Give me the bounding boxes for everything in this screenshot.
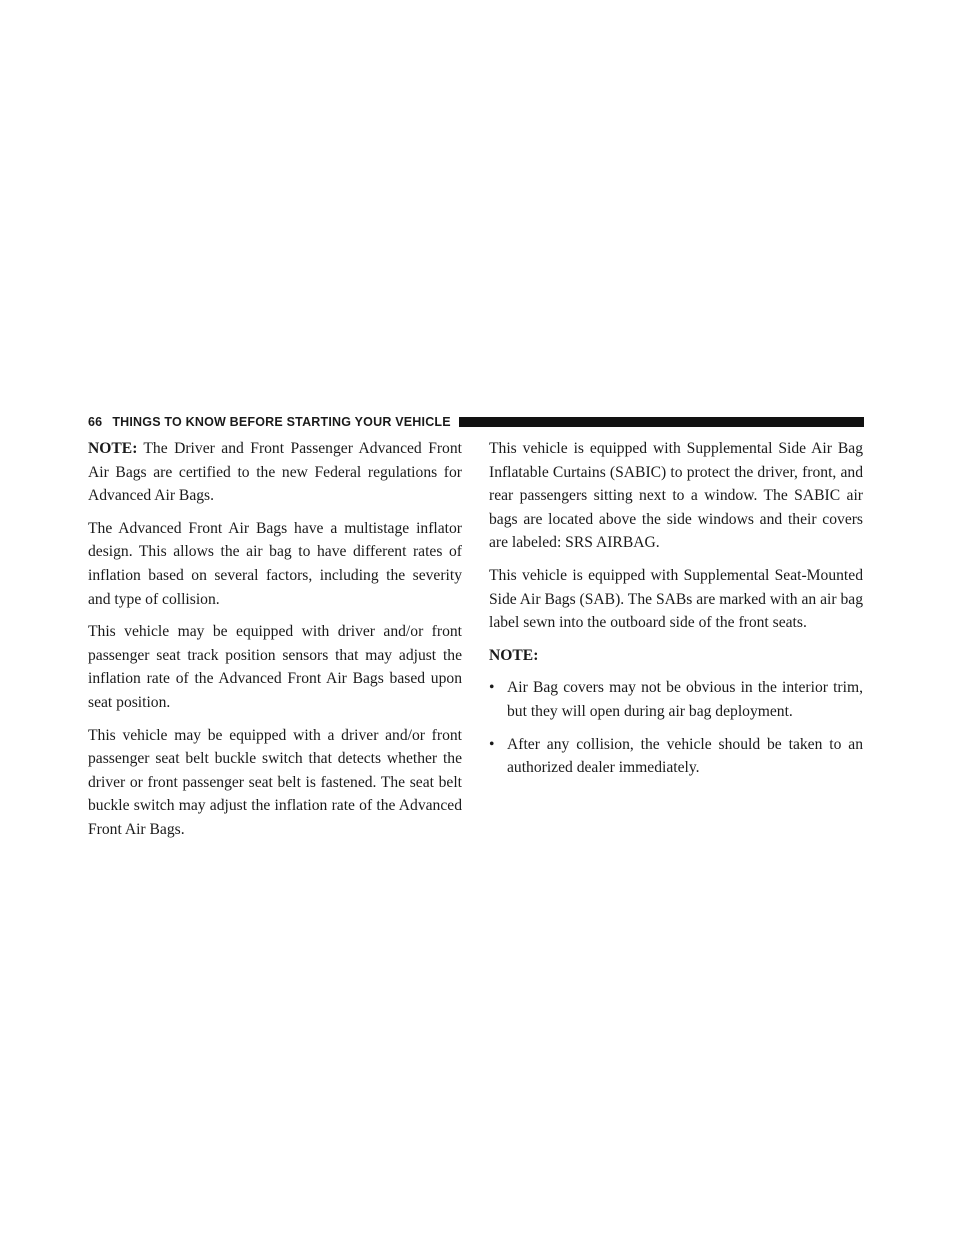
section-title: THINGS TO KNOW BEFORE STARTING YOUR VEHICLE bbox=[112, 415, 451, 429]
paragraph-multistage-inflator: The Advanced Front Air Bags have a multistage inflator design. This allows the air bag to have different rates of inflation based on several factors, including the severity and type of collision. bbox=[88, 519, 462, 608]
paragraph-buckle-switch: This vehicle may be equipped with a driver and/or front passenger seat belt buckle switch that detects whether the driver or front passenger seat belt is fastened. The seat belt buckle switch may adjust the inflation rate of the Advanced Front Air Bags. bbox=[88, 726, 462, 838]
header-rule bbox=[459, 417, 864, 427]
bullet-icon: • bbox=[489, 735, 495, 753]
right-column bbox=[489, 437, 863, 789]
note-heading: NOTE: bbox=[489, 646, 539, 664]
list-item bbox=[489, 733, 863, 780]
bullet-text: Air Bag covers may not be obvious in the interior trim, but they will open during air bag deployment. bbox=[507, 679, 863, 720]
page-header bbox=[88, 414, 864, 430]
list-item bbox=[489, 676, 863, 723]
paragraph-sabic: This vehicle is equipped with Supplemental Side Air Bag Inflatable Curtains (SABIC) to protect the driver, front, and rear passengers sitting next to a window. The SABIC air bags are located above the side windows and their covers are labeled: SRS AIRBAG. bbox=[489, 440, 863, 552]
paragraph-sab: This vehicle is equipped with Supplemental Seat-Mounted Side Air Bags (SAB). The SABs are marked with an air bag label sewn into the outboard side of the front seats. bbox=[489, 566, 863, 632]
left-column bbox=[88, 437, 462, 851]
page-number: 66 bbox=[88, 415, 103, 429]
note-bullet-list bbox=[489, 676, 863, 779]
bullet-icon: • bbox=[489, 679, 495, 697]
note-paragraph bbox=[88, 437, 462, 508]
paragraph-seat-track-sensors: This vehicle may be equipped with driver and/or front passenger seat track position sensors that may adjust the inflation rate of the Advanced Front Air Bags based upon seat position. bbox=[88, 623, 462, 711]
note-text: The Driver and Front Passenger Advanced Front Air Bags are certified to the new Federal regulations for Advanced Air Bags. bbox=[88, 440, 462, 505]
note-label: NOTE: bbox=[88, 440, 138, 457]
bullet-text: After any collision, the vehicle should be taken to an authorized dealer immediately. bbox=[507, 735, 863, 777]
